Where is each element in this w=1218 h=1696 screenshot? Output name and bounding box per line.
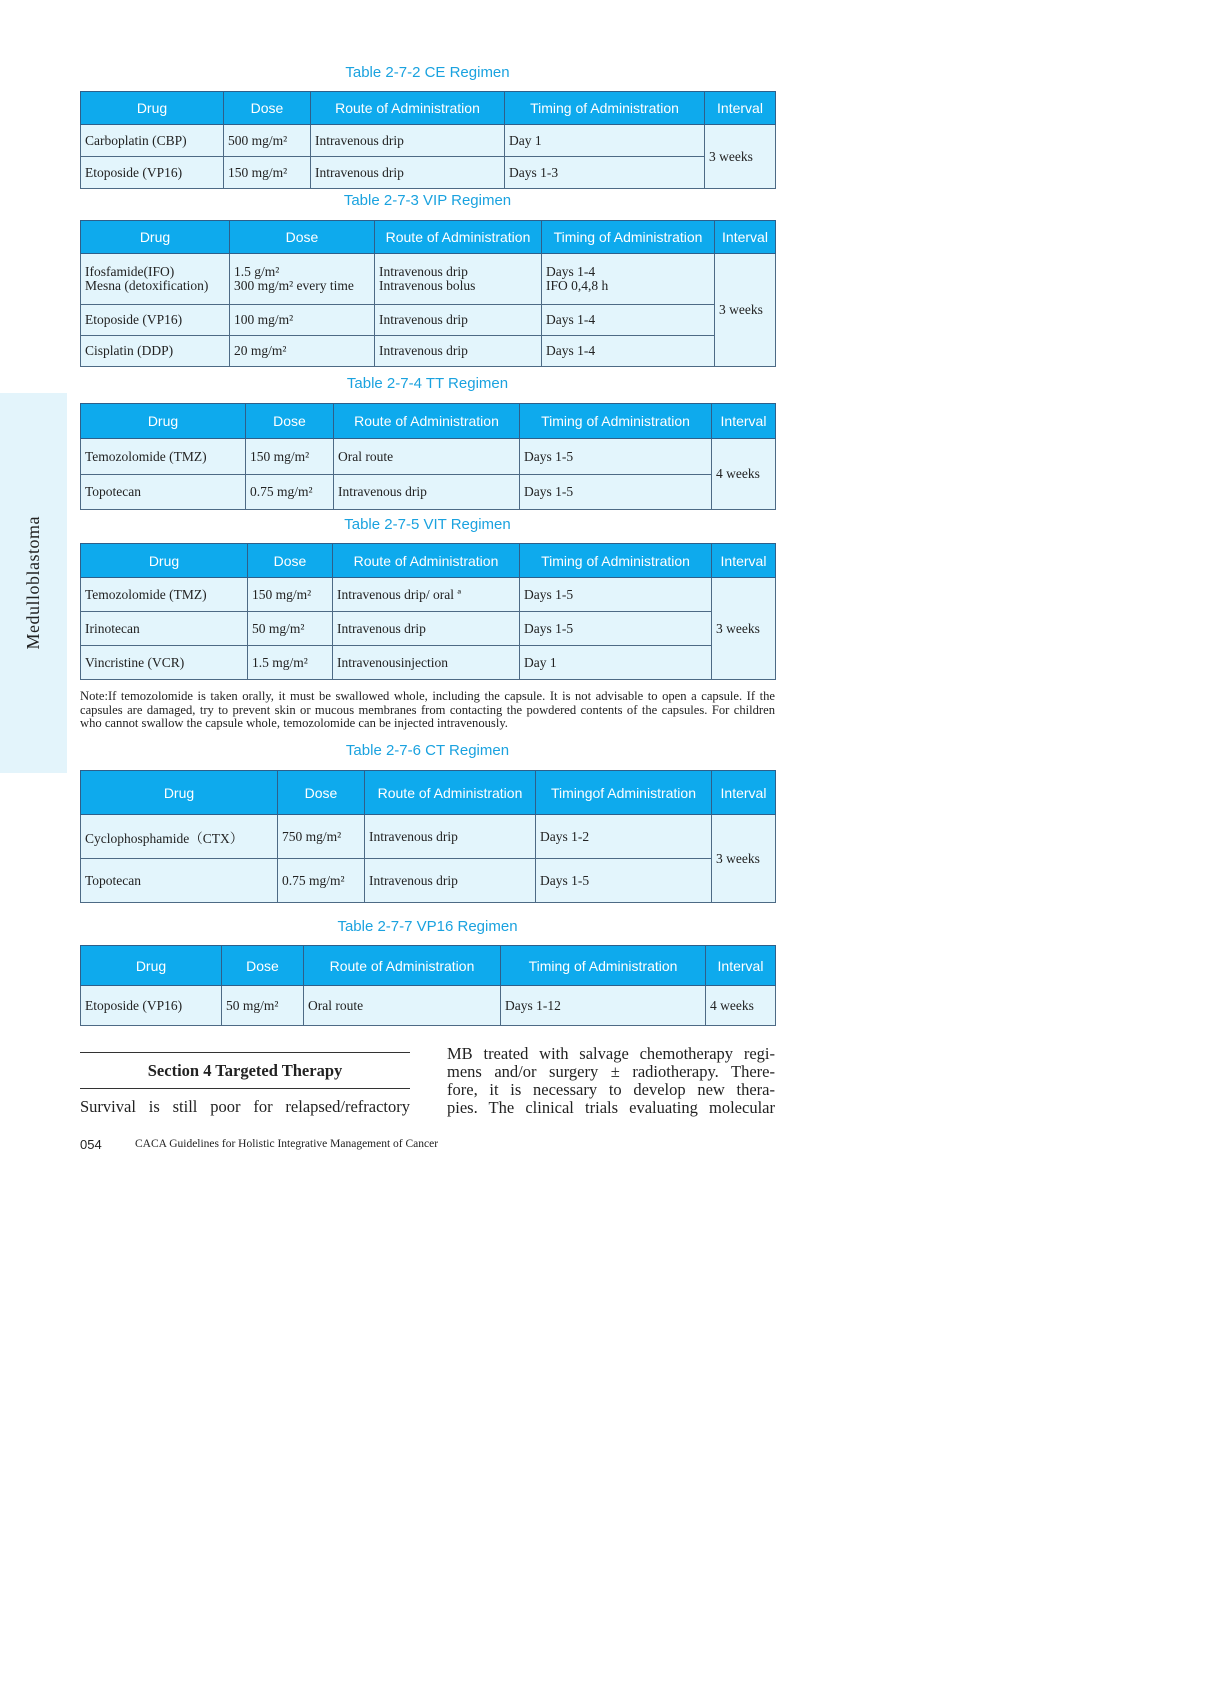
- header-timing: Timing of Administration: [542, 221, 715, 254]
- cell-dose: 500 mg/m²: [224, 125, 311, 157]
- header-interval: Interval: [706, 946, 776, 986]
- table-caption-tt: Table 2-7-4 TT Regimen: [346, 375, 509, 392]
- cell-route: [375, 254, 542, 305]
- cell-route: Intravenous drip: [334, 475, 520, 510]
- cell-timing-line: IFO 0,4,8 h: [546, 278, 609, 293]
- side-tab-label: Medulloblastoma: [23, 516, 43, 650]
- cell-drug-line: Ifosfamide(IFO): [85, 264, 175, 279]
- table-row: [81, 986, 776, 1026]
- table-header-row: [81, 544, 776, 578]
- cell-timing-line: Days 1-4: [546, 264, 596, 279]
- cell-timing: Days 1-5: [520, 612, 712, 646]
- header-route: Route of Administration: [304, 946, 501, 986]
- header-dose: Dose: [222, 946, 304, 986]
- table-vip-regimen: [80, 220, 776, 367]
- header-dose: Dose: [248, 544, 333, 578]
- cell-route: Intravenous drip: [365, 815, 536, 859]
- body-right-line: pies. The clinical trials evaluating molecular: [447, 1098, 775, 1117]
- header-interval: Interval: [712, 404, 776, 439]
- cell-dose: 50 mg/m²: [222, 986, 304, 1026]
- section-rule-top: [80, 1052, 410, 1053]
- table-row: [81, 646, 776, 680]
- header-dose: Dose: [278, 771, 365, 815]
- table-row: [81, 305, 776, 336]
- cell-timing: Day 1: [505, 125, 705, 157]
- header-route: Route of Administration: [375, 221, 542, 254]
- page-number: 054: [80, 1137, 102, 1152]
- cell-dose: 150 mg/m²: [246, 439, 334, 475]
- cell-dose: 1.5 mg/m²: [248, 646, 333, 680]
- cell-timing: Days 1-5: [520, 578, 712, 612]
- table-row: [81, 815, 776, 859]
- running-footer-title: CACA Guidelines for Holistic Integrative Management of Cancer: [135, 1138, 439, 1150]
- table-ce-regimen: [80, 91, 776, 189]
- body-right-line: mens and/or surgery ± radiotherapy. There-: [447, 1062, 775, 1081]
- header-drug: Drug: [81, 404, 246, 439]
- cell-route: Intravenous drip: [375, 336, 542, 367]
- header-route: Route of Administration: [365, 771, 536, 815]
- header-drug: Drug: [81, 221, 230, 254]
- section-rule-bottom: [80, 1088, 410, 1089]
- table-row: [81, 254, 776, 305]
- cell-route-line: Intravenous bolus: [379, 278, 476, 293]
- header-timing: Timing of Administration: [520, 544, 712, 578]
- cell-dose: 0.75 mg/m²: [246, 475, 334, 510]
- side-tab: [0, 393, 67, 773]
- cell-timing: Days 1-4: [542, 336, 715, 367]
- header-drug: Drug: [81, 544, 248, 578]
- cell-dose: 50 mg/m²: [248, 612, 333, 646]
- cell-dose-line: 300 mg/m² every time: [234, 278, 354, 293]
- table-caption-vit: Table 2-7-5 VIT Regimen: [344, 516, 511, 533]
- cell-drug: Etoposide (VP16): [81, 986, 222, 1026]
- cell-timing: Days 1-5: [520, 439, 712, 475]
- cell-dose: 0.75 mg/m²: [278, 859, 365, 903]
- body-right-line: MB treated with salvage chemotherapy regi-: [447, 1044, 775, 1063]
- cell-dose: 100 mg/m²: [230, 305, 375, 336]
- cell-route-line: Intravenous drip: [379, 264, 468, 279]
- table-caption-vip: Table 2-7-3 VIP Regimen: [343, 192, 512, 209]
- cell-drug: Cyclophosphamide（CTX）: [81, 815, 278, 859]
- table-row: [81, 475, 776, 510]
- cell-route: Intravenousinjection: [333, 646, 520, 680]
- cell-timing: Days 1-12: [501, 986, 706, 1026]
- table-vit-regimen: [80, 543, 776, 680]
- cell-route: Intravenous drip: [311, 157, 505, 189]
- body-right-line: fore, it is necessary to develop new thera-: [447, 1080, 775, 1099]
- cell-drug: Irinotecan: [81, 612, 248, 646]
- section-title: Section 4 Targeted Therapy: [147, 1061, 343, 1080]
- cell-drug: Vincristine (VCR): [81, 646, 248, 680]
- cell-interval: 3 weeks: [705, 125, 776, 189]
- header-route: Route of Administration: [334, 404, 520, 439]
- table-row: [81, 157, 776, 189]
- cell-drug: Etoposide (VP16): [81, 305, 230, 336]
- cell-interval: 3 weeks: [715, 254, 776, 367]
- cell-drug: [81, 254, 230, 305]
- cell-route: Intravenous drip: [375, 305, 542, 336]
- table-header-row: [81, 771, 776, 815]
- table-vp16-regimen: [80, 945, 776, 1026]
- header-dose: Dose: [246, 404, 334, 439]
- table-caption-ce: Table 2-7-2 CE Regimen: [345, 64, 510, 81]
- table-header-row: [81, 946, 776, 986]
- cell-drug: Temozolomide (TMZ): [81, 578, 248, 612]
- header-timing: Timing of Administration: [505, 92, 705, 125]
- cell-drug: Temozolomide (TMZ): [81, 439, 246, 475]
- cell-route: Intravenous drip: [311, 125, 505, 157]
- table-row: [81, 859, 776, 903]
- cell-timing: [542, 254, 715, 305]
- body-left-line: Survival is still poor for relapsed/refractory: [80, 1097, 410, 1116]
- table-caption-vp16: Table 2-7-7 VP16 Regimen: [337, 918, 518, 935]
- table-header-row: [81, 92, 776, 125]
- cell-dose: 150 mg/m²: [248, 578, 333, 612]
- cell-dose: 750 mg/m²: [278, 815, 365, 859]
- cell-timing: Days 1-3: [505, 157, 705, 189]
- cell-timing: Days 1-5: [520, 475, 712, 510]
- cell-interval: 3 weeks: [712, 815, 776, 903]
- table-note: Note:If temozolomide is taken orally, it must be swallowed whole, including the capsule. It is not advisable to open a capsule. If the capsules are damaged, try to prevent skin or mucous membranes from contacting the powdered contents of the capsules. For children who cannot swallow the capsule whole, temozolomide can be injected intravenously.: [80, 689, 775, 730]
- cell-dose-line: 1.5 g/m²: [234, 264, 280, 279]
- table-ct-regimen: [80, 770, 776, 903]
- cell-drug: Etoposide (VP16): [81, 157, 224, 189]
- cell-drug: Topotecan: [81, 475, 246, 510]
- cell-timing: Days 1-4: [542, 305, 715, 336]
- cell-drug: Topotecan: [81, 859, 278, 903]
- table-row: [81, 578, 776, 612]
- cell-interval: 3 weeks: [712, 578, 776, 680]
- cell-dose: [230, 254, 375, 305]
- cell-interval: 4 weeks: [712, 439, 776, 510]
- table-header-row: [81, 404, 776, 439]
- header-interval: Interval: [705, 92, 776, 125]
- cell-route: Intravenous drip/ oral ª: [333, 578, 520, 612]
- header-drug: Drug: [81, 771, 278, 815]
- header-timing: Timing of Administration: [520, 404, 712, 439]
- header-timing: Timingof Administration: [536, 771, 712, 815]
- header-drug: Drug: [81, 92, 224, 125]
- table-header-row: [81, 221, 776, 254]
- header-dose: Dose: [230, 221, 375, 254]
- cell-drug-line: Mesna (detoxification): [85, 278, 209, 293]
- cell-timing: Day 1: [520, 646, 712, 680]
- header-interval: Interval: [712, 544, 776, 578]
- header-interval: Interval: [712, 771, 776, 815]
- cell-dose: 150 mg/m²: [224, 157, 311, 189]
- table-row: [81, 125, 776, 157]
- header-route: Route of Administration: [311, 92, 505, 125]
- table-row: [81, 439, 776, 475]
- cell-route: Intravenous drip: [365, 859, 536, 903]
- header-drug: Drug: [81, 946, 222, 986]
- header-route: Route of Administration: [333, 544, 520, 578]
- header-timing: Timing of Administration: [501, 946, 706, 986]
- header-interval: Interval: [715, 221, 776, 254]
- cell-timing: Days 1-2: [536, 815, 712, 859]
- cell-drug: Carboplatin (CBP): [81, 125, 224, 157]
- table-tt-regimen: [80, 403, 776, 510]
- table-caption-ct: Table 2-7-6 CT Regimen: [345, 742, 510, 759]
- cell-route: Oral route: [334, 439, 520, 475]
- header-dose: Dose: [224, 92, 311, 125]
- cell-route: Intravenous drip: [333, 612, 520, 646]
- table-row: [81, 336, 776, 367]
- cell-drug: Cisplatin (DDP): [81, 336, 230, 367]
- cell-dose: 20 mg/m²: [230, 336, 375, 367]
- cell-timing: Days 1-5: [536, 859, 712, 903]
- cell-route: Oral route: [304, 986, 501, 1026]
- table-row: [81, 612, 776, 646]
- cell-interval: 4 weeks: [706, 986, 776, 1026]
